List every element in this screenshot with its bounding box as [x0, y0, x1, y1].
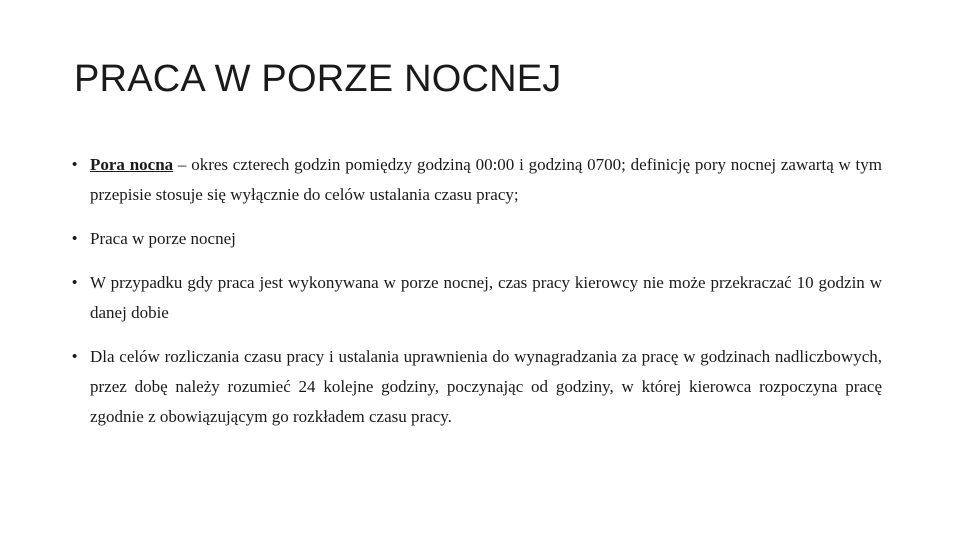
item-text: W przypadku gdy praca jest wykonywana w porze nocnej, czas pracy kierowcy nie może przekraczać 10 godzin w danej dobie	[90, 273, 882, 322]
item-text: Praca w porze nocnej	[90, 229, 236, 248]
term-label: Pora nocna	[90, 155, 174, 174]
list-item	[72, 224, 882, 254]
bullet-icon: •	[72, 156, 78, 173]
bullet-icon: •	[72, 348, 78, 365]
list-item	[72, 268, 882, 328]
slide-title: PRACA W PORZE NOCNEJ	[74, 58, 562, 100]
list-item	[72, 342, 882, 432]
list-item	[72, 150, 882, 210]
item-text: – okres czterech godzin pomiędzy godziną 00:00 i godziną 0700; definicję pory nocnej zawartą w tym przepisie stosuje się wyłącznie do celów ustalania czasu pracy;	[90, 155, 882, 204]
bullet-list	[72, 150, 882, 446]
bullet-icon: •	[72, 230, 78, 247]
bullet-icon: •	[72, 274, 78, 291]
item-text: Dla celów rozliczania czasu pracy i ustalania uprawnienia do wynagradzania za pracę w godzinach nadliczbowych, przez dobę należy rozumieć 24 kolejne godziny, poczynając od godziny, w której kierowca rozpoczyna pracę zgodnie z obowiązującym go rozkładem czasu pracy.	[90, 347, 882, 426]
